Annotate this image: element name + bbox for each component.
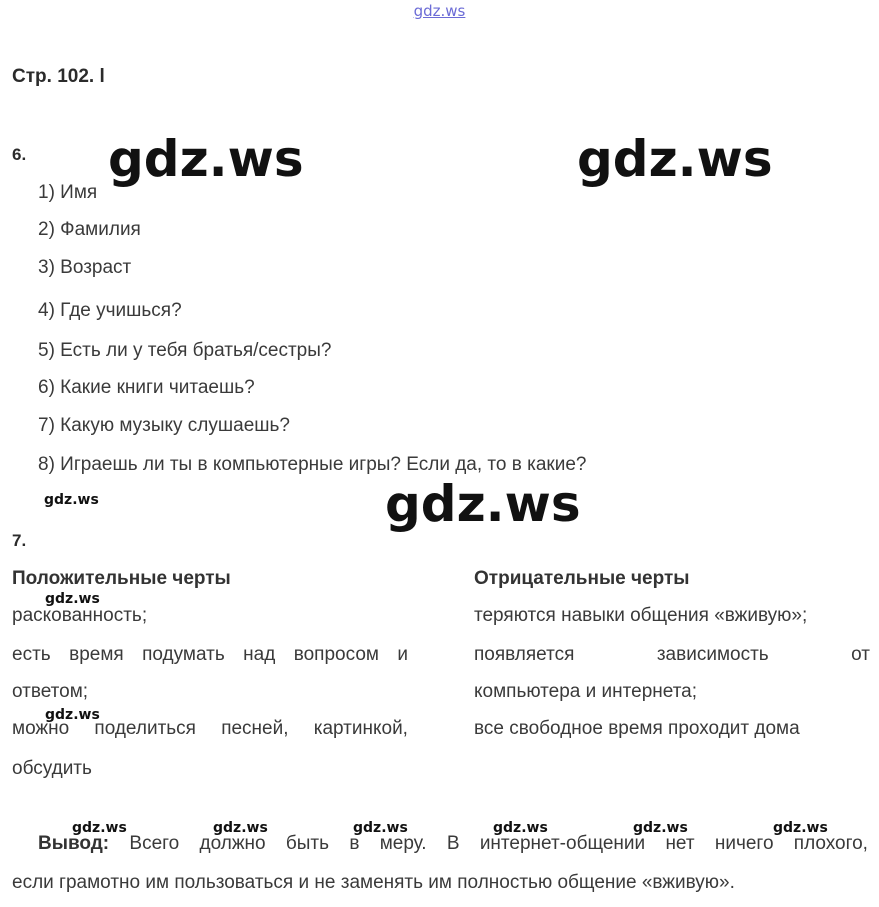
question-item: 3) Возраст: [38, 257, 132, 278]
question-item: 5) Есть ли у тебя братья/сестры?: [38, 340, 332, 361]
positive-trait-line: обсудить: [12, 758, 92, 779]
conclusion-label: Вывод:: [38, 833, 110, 854]
watermark-small: gdz.ws: [45, 591, 100, 607]
negative-trait-line: теряются навыки общения «вживую»;: [474, 605, 808, 626]
positive-traits-heading: Положительные черты: [12, 568, 231, 589]
watermark-small: gdz.ws: [44, 492, 99, 508]
positive-trait-line: раскованность;: [12, 605, 148, 626]
watermark-small: gdz.ws: [493, 820, 548, 836]
negative-trait-line: все свободное время проходит дома: [474, 718, 800, 739]
watermark-small: gdz.ws: [45, 707, 100, 723]
conclusion-line: если грамотно им пользоваться и не заменять им полностью общение «вживую».: [12, 872, 735, 893]
positive-trait-line: ответом;: [12, 681, 89, 702]
question-item: 8) Играешь ли ты в компьютерные игры? Если да, то в какие?: [38, 454, 587, 475]
question-item: 7) Какую музыку слушаешь?: [38, 415, 290, 436]
conclusion-line: Вывод: Всего должно быть в меру. В интернет-общении нет ничего плохого,: [38, 833, 868, 854]
watermark-large: gdz.ws: [577, 130, 773, 188]
positive-trait-line: можно поделиться песней, картинкой,: [12, 718, 408, 739]
negative-traits-heading: Отрицательные черты: [474, 568, 690, 589]
task-6-number: 6.: [12, 145, 27, 164]
watermark-large: gdz.ws: [108, 130, 304, 188]
watermark-small: gdz.ws: [773, 820, 828, 836]
watermark-small: gdz.ws: [353, 820, 408, 836]
top-watermark-link[interactable]: gdz.ws: [413, 2, 466, 20]
question-item: 6) Какие книги читаешь?: [38, 377, 255, 398]
task-7-number: 7.: [12, 531, 27, 550]
question-item: 4) Где учишься?: [38, 300, 182, 321]
question-item: 1) Имя: [38, 182, 98, 203]
watermark-small: gdz.ws: [213, 820, 268, 836]
watermark-large: gdz.ws: [385, 475, 581, 533]
watermark-small: gdz.ws: [72, 820, 127, 836]
negative-trait-line: появляется зависимость от: [474, 644, 870, 665]
negative-trait-line: компьютера и интернета;: [474, 681, 698, 702]
watermark-small: gdz.ws: [633, 820, 688, 836]
page-title: Стр. 102. ⁠l: [12, 66, 105, 87]
positive-trait-line: есть время подумать над вопросом и: [12, 644, 408, 665]
question-item: 2) Фамилия: [38, 219, 141, 240]
